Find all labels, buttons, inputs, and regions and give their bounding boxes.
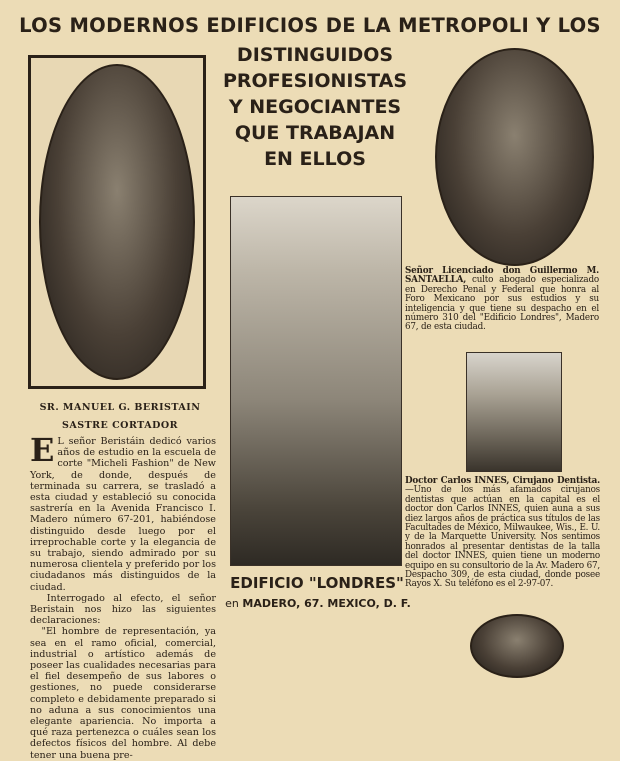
portrait-santaella — [435, 48, 594, 266]
address-text: MADERO, 67. MEXICO, D. F. — [242, 597, 411, 610]
subhead-line: QUE TRABAJAN — [234, 122, 396, 144]
drop-cap: E — [30, 431, 55, 469]
subhead-line: EN ELLOS — [264, 148, 366, 170]
subhead — [215, 42, 415, 172]
address-prefix: en — [225, 597, 239, 610]
portrait-innes — [466, 352, 562, 472]
paragraph: L señor Beristáin dedicó varios años de estudio en la escuela de corte "Micheli Fashion" de New York, de donde, después de terminada su carrera, se trasladó a esta ciudad y estableció su conocida sastrería en la Avenida Francisco I. Madero número 67-201, habiéndose distinguido desde luego por el irreprochable corte y la elegancia de su trabajo, siendo admirado por su numerosa clientela y preferido por los ciudadanos más distinguidos de la ciudad. — [30, 436, 216, 593]
portrait-beristain — [39, 64, 195, 380]
beristain-role: SASTRE CORTADOR — [62, 420, 178, 431]
headline: LOS MODERNOS EDIFICIOS DE LA METROPOLI Y LOS — [19, 14, 601, 37]
paragraph: culto abogado especializado en Derecho Penal y Federal que honra al Foro Mexicano por sus estudios y su inteligencia y que tiene su despacho en el número 310 del "Edificio Londres", Madero 67, de esta ciudad. — [405, 275, 599, 333]
paragraph: —Uno de los más afamados cirujanos dentistas que actúan en la capital es el doctor don Carlos INNES, quien auna a sus diez largos años de práctica sus títulos de las Facultades de México, Milwaukee, Wis., E. U. y de la Marquette University. Nos sentimos honrados al presentar dentistas de la talla del doctor INNES, quien tiene un moderno equipo en su consultorio de la Av. Madero 67, Despacho 309, de esta ciudad, donde posee Rayos X. Su teléfono es el 2-97-07. — [405, 485, 600, 590]
portrait-partial — [470, 614, 564, 678]
beristain-article — [30, 431, 216, 761]
subhead-line: PROFESIONISTAS — [222, 70, 408, 92]
santaella-name: Señor Licenciado don Guillermo M. SANTAELLA, — [405, 266, 599, 286]
santaella-article — [405, 267, 599, 333]
innes-name: Doctor Carlos INNES, Cirujano Dentista. — [405, 476, 600, 486]
building-photo — [230, 196, 402, 566]
building-address — [218, 597, 418, 610]
subhead-line: DISTINGUIDOS — [236, 44, 394, 66]
building-caption: EDIFICIO "LONDRES" — [230, 574, 404, 592]
portrait-frame — [28, 55, 206, 389]
subhead-line: Y NEGOCIANTES — [228, 96, 402, 118]
paragraph: "El hombre de representación, ya sea en el ramo oficial, comercial, industrial o artístico además de poseer las cualidades necesarias para el fiel desempeño de sus labores o gestiones, no puede considerarse completo e debidamente preparado si no aduna a sus conocimientos una elegante apariencia. No importa a qué raza pertenezca o cuáles sean los defectos físicos del hombre. Al debe tener una buena pre- — [30, 626, 216, 761]
innes-article — [405, 477, 600, 590]
beristain-name: SR. MANUEL G. BERISTAIN — [39, 402, 201, 413]
paragraph: Interrogado al efecto, el señor Beristain nos hizo las siguientes declaraciones: — [30, 592, 216, 627]
